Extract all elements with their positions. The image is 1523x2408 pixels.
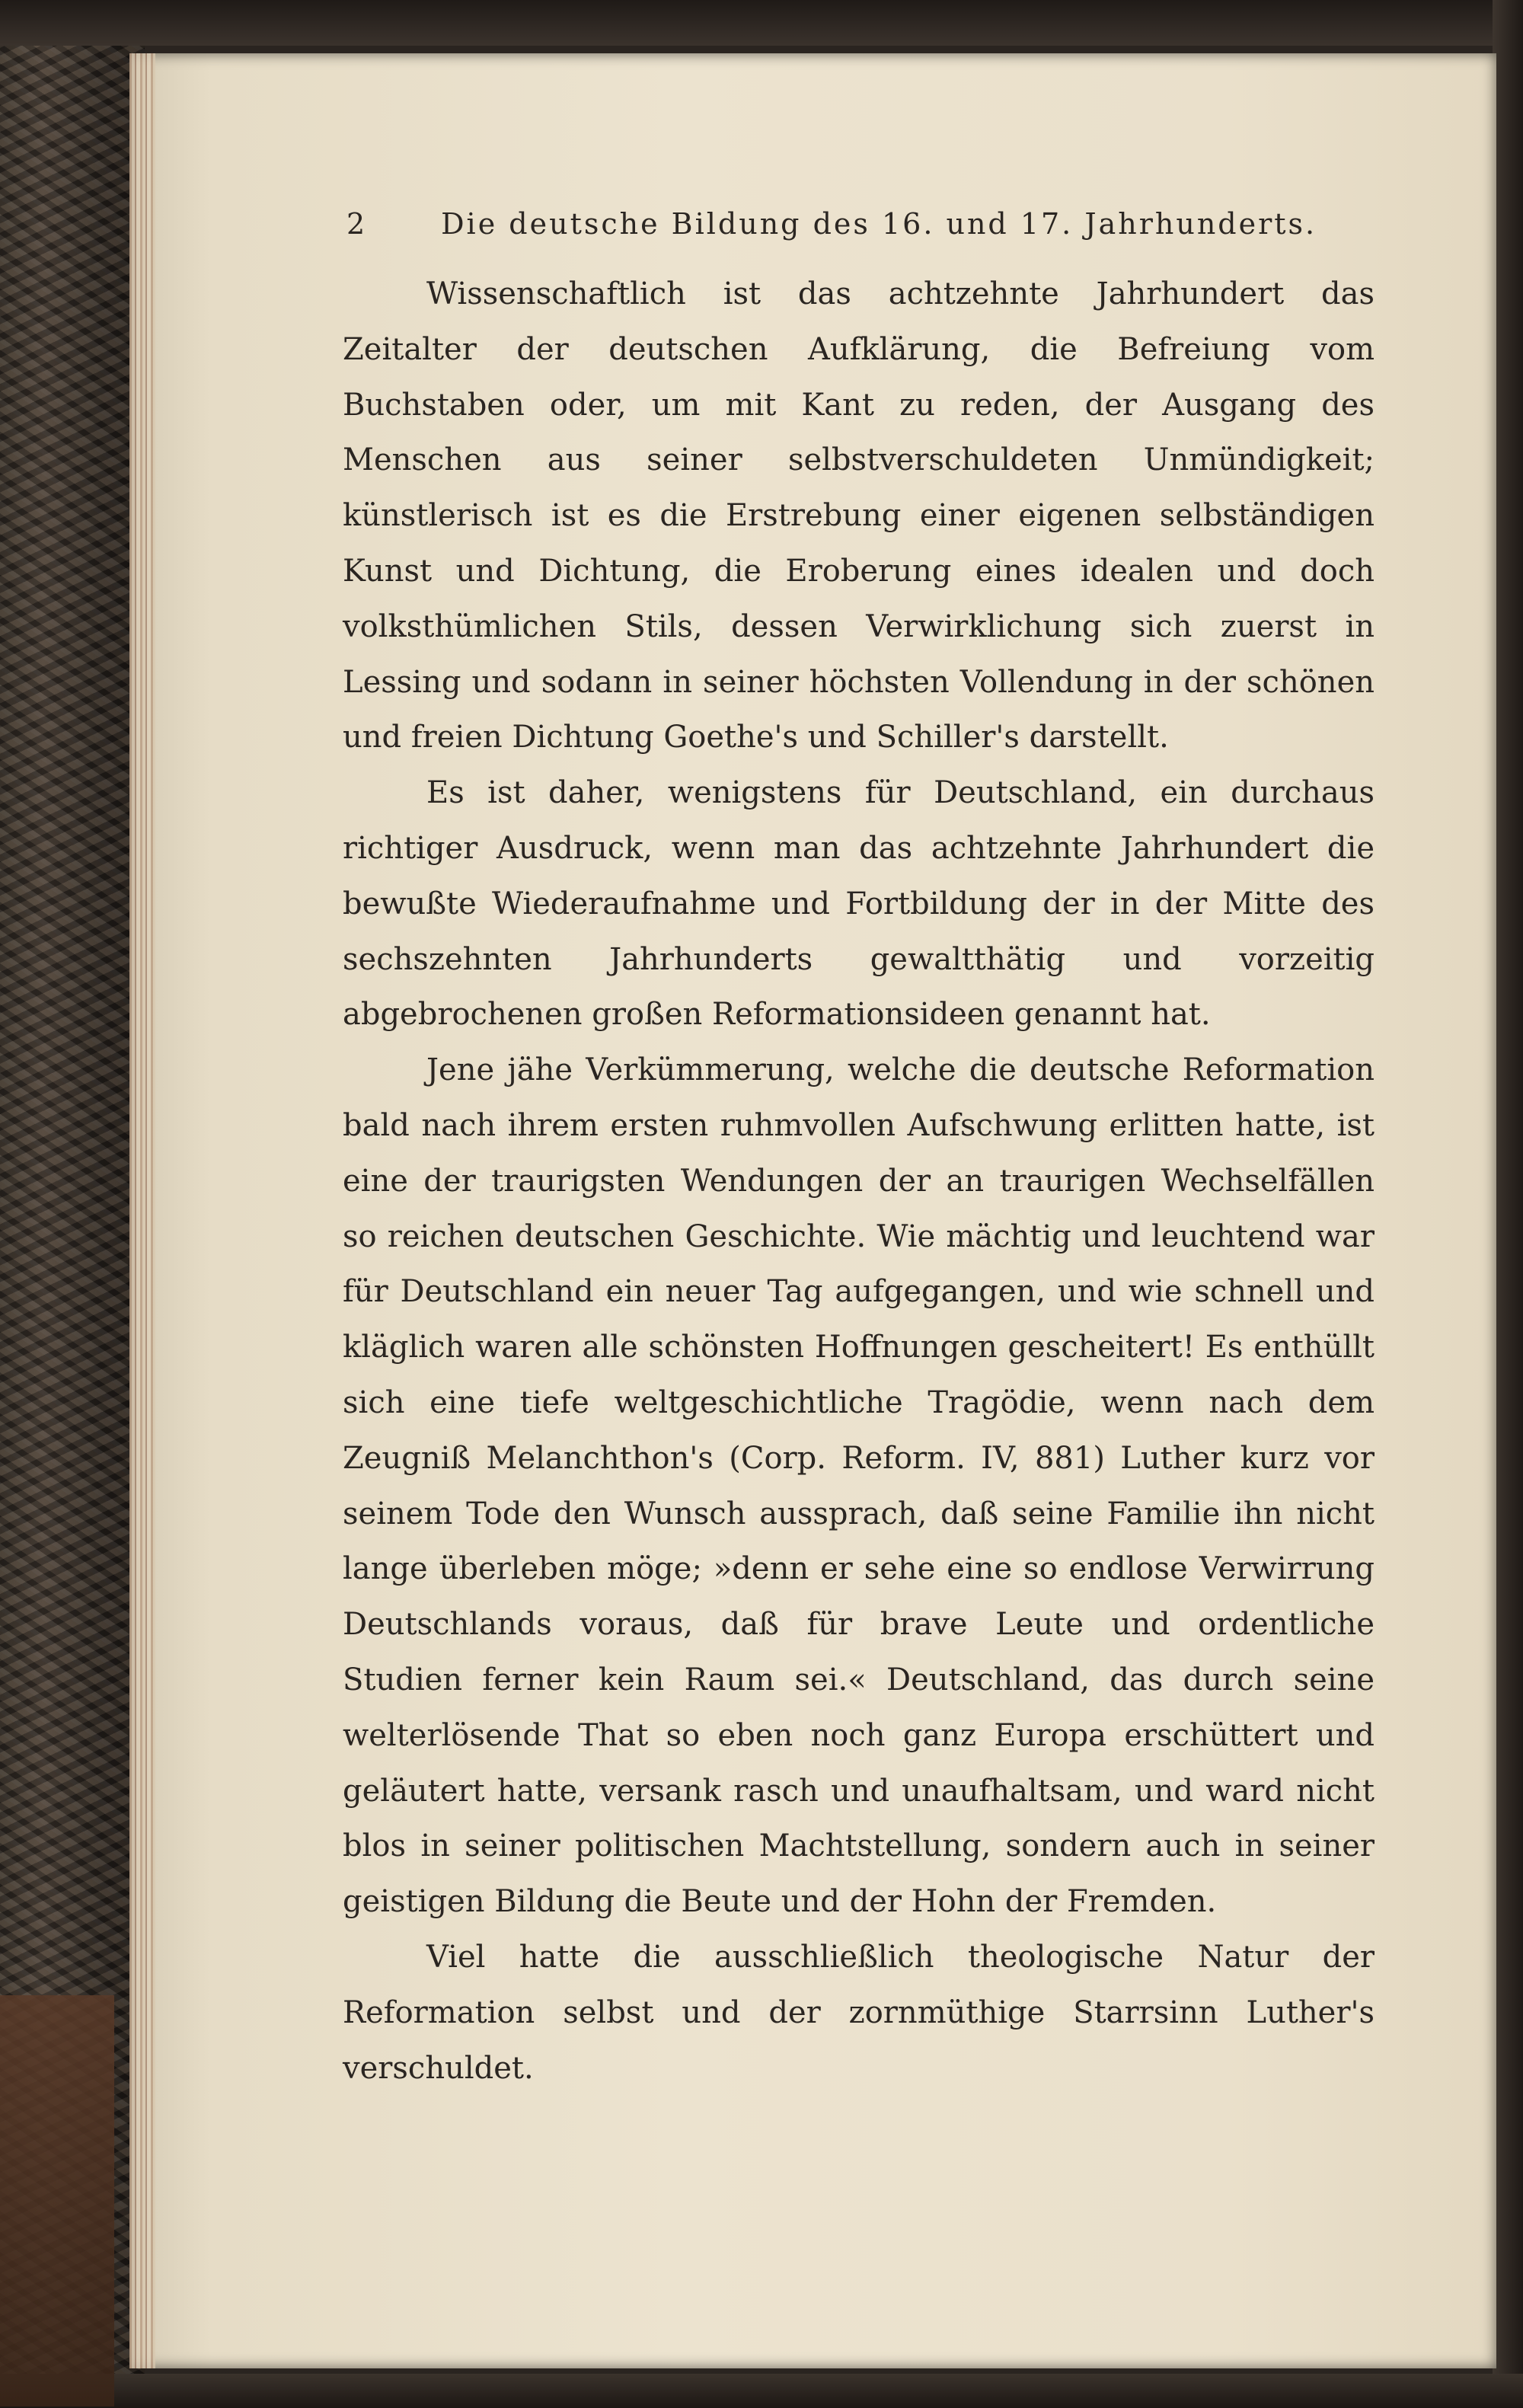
paragraph-1: Wissenschaftlich ist das achtzehnte Jahrhundert das Zeitalter der deutschen Aufklärung, die Befreiung vom Buchstaben oder, um mit Kant zu reden, der Ausgang des Menschen aus seiner selbstverschuldeten Unmündigkeit; künstlerisch ist es die Erstrebung einer eigenen selbständigen Kunst und Dichtung, die Eroberung eines idealen und doch volksthümlichen Stils, dessen Verwirklichung sich zuerst in Lessing und sodann in seiner höchsten Vollendung in der schönen und freien Dichtung Goethe's und Schiller's darstellt.	[343, 276, 1375, 755]
paragraph-2: Es ist daher, wenigstens für Deutschland, ein durchaus richtiger Ausdruck, wenn man das achtzehnte Jahrhundert die bewußte Wiederaufnahme und Fortbildung der in der Mitte des sechszehnten Jahrhunderts gewaltthätig und vorzeitig abgebrochenen großen Reformationsideen genannt hat.	[343, 775, 1375, 1033]
paragraph-4: Viel hatte die ausschließlich theologische Natur der Reformation selbst und der zornmüthige Starrsinn Luther's verschuldet.	[343, 1939, 1375, 2086]
book-cover-top	[0, 0, 1523, 46]
running-header	[346, 207, 1336, 245]
paragraph-3: Jene jähe Verkümmerung, welche die deutsche Reformation bald nach ihrem ersten ruhmvollen Aufschwung erlitten hatte, ist eine der traurigsten Wendungen der an traurigen Wechselfällen so reichen deutschen Geschichte. Wie mächtig und leuchtend war für Deutschland ein neuer Tag aufgegangen, und wie schnell und kläglich waren alle schönsten Hoffnungen gescheitert! Es enthüllt sich eine tiefe weltgeschichtliche Tragödie, wenn nach dem Zeugniß Melanchthon's (Corp. Reform. IV, 881) Luther kurz vor seinem Tode den Wunsch aussprach, daß seine Familie ihn nicht lange überleben möge; »denn er sehe eine so endlose Verwirrung Deutschlands voraus, daß für brave Leute und ordentliche Studien ferner kein Raum sei.« Deutschland, das durch seine welterlösende That so eben noch ganz Europa erschüttert und geläutert hatte, versank rasch und unaufhaltsam, und ward nicht blos in seiner politischen Machtstellung, sondern auch in seiner geistigen Bildung die Beute und der Hohn der Fremden.	[343, 1052, 1375, 1920]
book-cover-right	[1493, 0, 1523, 2408]
running-title: Die deutsche Bildung des 16. und 17. Jahrhunderts.	[441, 207, 1317, 241]
page-number: 2	[346, 207, 367, 241]
book-cover-bottom	[0, 2374, 1523, 2408]
book-cover-leather-corner	[0, 1995, 114, 2406]
page-gutter-edge	[129, 53, 155, 2368]
body-text	[343, 267, 1375, 2096]
